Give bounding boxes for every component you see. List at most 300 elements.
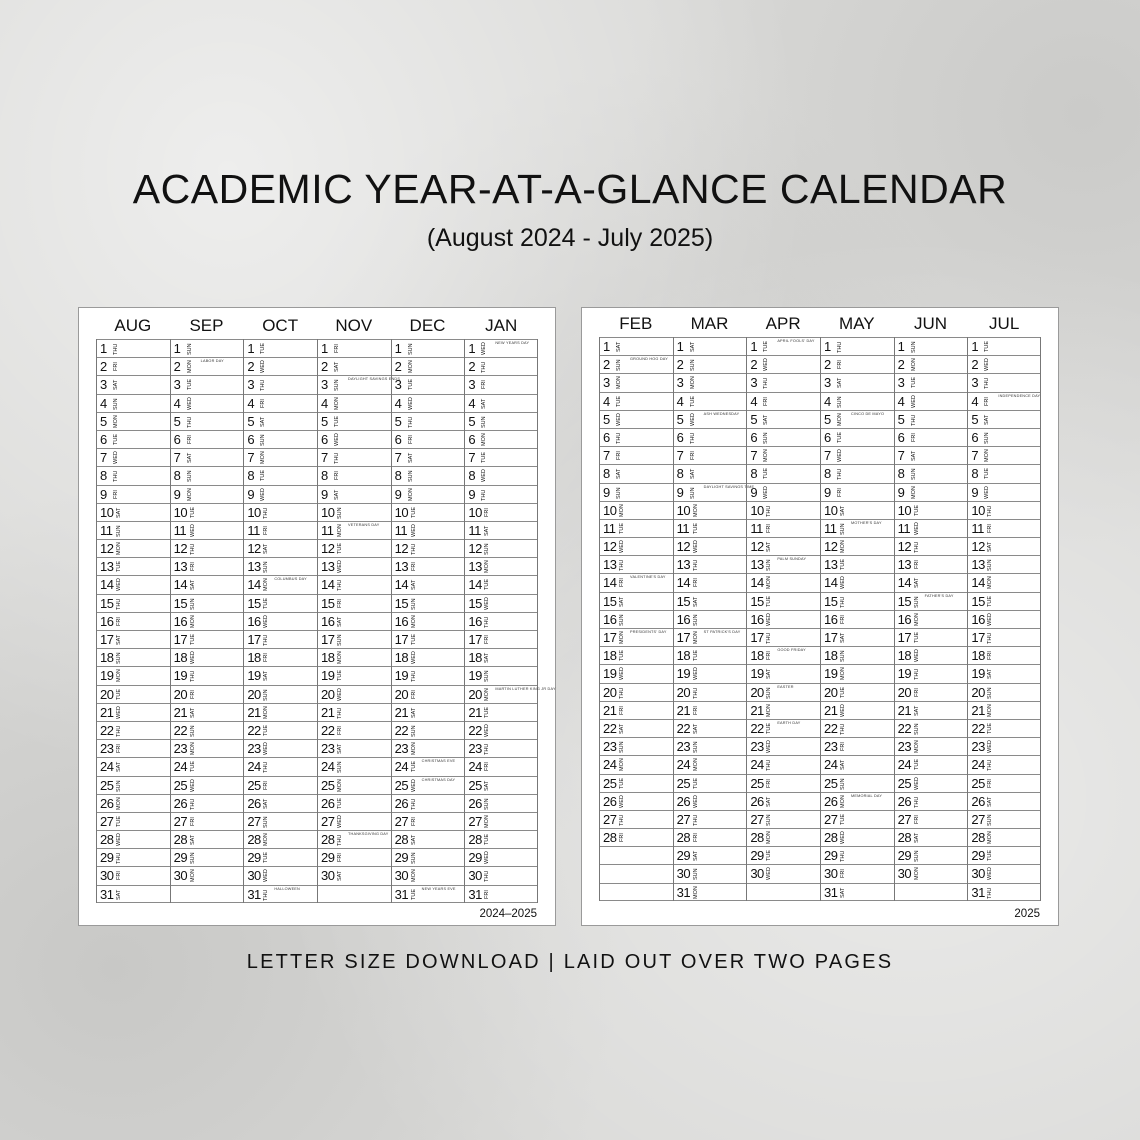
day-cell[interactable] — [465, 703, 537, 721]
day-cell[interactable] — [244, 412, 317, 430]
day-cell[interactable] — [97, 412, 170, 430]
day-cell[interactable] — [318, 430, 391, 448]
day-cell[interactable] — [244, 339, 317, 357]
day-cell[interactable] — [318, 885, 391, 903]
day-cell[interactable] — [392, 685, 465, 703]
day-cell[interactable] — [747, 537, 820, 555]
day-cell[interactable] — [747, 864, 820, 882]
day-cell[interactable] — [600, 883, 673, 901]
day-cell[interactable] — [600, 774, 673, 792]
day-cell[interactable] — [747, 355, 820, 373]
day-cell[interactable] — [674, 592, 747, 610]
day-cell[interactable] — [392, 521, 465, 539]
day-cell[interactable] — [968, 755, 1040, 773]
day-cell[interactable] — [171, 666, 244, 684]
day-cell[interactable] — [895, 701, 968, 719]
day-cell[interactable] — [171, 503, 244, 521]
day-cell[interactable] — [97, 521, 170, 539]
day-cell[interactable] — [465, 485, 537, 503]
day-cell[interactable] — [465, 557, 537, 575]
day-cell[interactable] — [465, 594, 537, 612]
day-cell[interactable] — [171, 521, 244, 539]
day-cell[interactable] — [895, 864, 968, 882]
day-cell[interactable] — [968, 501, 1040, 519]
day-cell[interactable] — [674, 410, 747, 428]
day-cell[interactable] — [318, 739, 391, 757]
day-cell[interactable] — [600, 428, 673, 446]
day-cell[interactable] — [821, 883, 894, 901]
day-cell[interactable] — [600, 555, 673, 573]
day-cell[interactable] — [97, 448, 170, 466]
day-cell[interactable] — [674, 792, 747, 810]
day-cell[interactable] — [171, 830, 244, 848]
day-cell[interactable] — [968, 719, 1040, 737]
day-cell[interactable] — [895, 628, 968, 646]
day-cell[interactable] — [318, 630, 391, 648]
day-cell[interactable] — [171, 357, 244, 375]
day-cell[interactable] — [895, 646, 968, 664]
day-cell[interactable] — [171, 648, 244, 666]
day-cell[interactable] — [821, 501, 894, 519]
day-cell[interactable] — [821, 428, 894, 446]
day-cell[interactable] — [968, 628, 1040, 646]
day-cell[interactable] — [97, 575, 170, 593]
day-cell[interactable] — [821, 610, 894, 628]
day-cell[interactable] — [895, 664, 968, 682]
day-cell[interactable] — [244, 703, 317, 721]
day-cell[interactable] — [97, 866, 170, 884]
day-cell[interactable] — [392, 448, 465, 466]
day-cell[interactable] — [968, 519, 1040, 537]
day-cell[interactable] — [895, 755, 968, 773]
day-cell[interactable] — [465, 357, 537, 375]
day-cell[interactable] — [895, 519, 968, 537]
day-cell[interactable] — [600, 701, 673, 719]
day-cell[interactable] — [465, 430, 537, 448]
day-cell[interactable] — [465, 830, 537, 848]
day-cell[interactable] — [600, 573, 673, 591]
day-cell[interactable] — [821, 701, 894, 719]
day-cell[interactable] — [97, 739, 170, 757]
day-cell[interactable] — [747, 701, 820, 719]
day-cell[interactable] — [674, 628, 747, 646]
day-cell[interactable] — [244, 485, 317, 503]
day-cell[interactable] — [171, 485, 244, 503]
day-cell[interactable] — [171, 412, 244, 430]
day-cell[interactable] — [244, 448, 317, 466]
day-cell[interactable] — [318, 448, 391, 466]
day-cell[interactable] — [747, 501, 820, 519]
day-cell[interactable] — [821, 519, 894, 537]
day-cell[interactable] — [97, 557, 170, 575]
day-cell[interactable] — [821, 373, 894, 391]
day-cell[interactable] — [674, 573, 747, 591]
day-cell[interactable] — [747, 737, 820, 755]
day-cell[interactable] — [821, 664, 894, 682]
day-cell[interactable] — [392, 830, 465, 848]
day-cell[interactable] — [747, 628, 820, 646]
day-cell[interactable] — [244, 776, 317, 794]
day-cell[interactable] — [747, 592, 820, 610]
day-cell[interactable] — [244, 539, 317, 557]
day-cell[interactable] — [244, 521, 317, 539]
day-cell[interactable] — [968, 792, 1040, 810]
day-cell[interactable] — [600, 373, 673, 391]
day-cell[interactable] — [821, 646, 894, 664]
day-cell[interactable] — [171, 594, 244, 612]
day-cell[interactable] — [821, 792, 894, 810]
day-cell[interactable] — [747, 883, 820, 901]
day-cell[interactable] — [968, 555, 1040, 573]
day-cell[interactable] — [465, 685, 556, 703]
day-cell[interactable] — [895, 810, 968, 828]
day-cell[interactable] — [171, 612, 244, 630]
day-cell[interactable] — [747, 610, 820, 628]
day-cell[interactable] — [895, 373, 968, 391]
day-cell[interactable] — [600, 646, 673, 664]
day-cell[interactable] — [318, 812, 391, 830]
day-cell[interactable] — [674, 537, 747, 555]
day-cell[interactable] — [968, 464, 1040, 482]
day-cell[interactable] — [895, 501, 968, 519]
day-cell[interactable] — [318, 539, 391, 557]
day-cell[interactable] — [968, 428, 1040, 446]
day-cell[interactable] — [465, 666, 537, 684]
day-cell[interactable] — [392, 466, 465, 484]
day-cell[interactable] — [244, 721, 317, 739]
day-cell[interactable] — [244, 794, 317, 812]
day-cell[interactable] — [171, 812, 244, 830]
day-cell[interactable] — [674, 774, 747, 792]
day-cell[interactable] — [97, 466, 170, 484]
day-cell[interactable] — [392, 539, 465, 557]
day-cell[interactable] — [968, 355, 1040, 373]
day-cell[interactable] — [674, 683, 747, 701]
day-cell[interactable] — [171, 448, 244, 466]
day-cell[interactable] — [674, 501, 747, 519]
day-cell[interactable] — [674, 846, 747, 864]
day-cell[interactable] — [171, 394, 244, 412]
day-cell[interactable] — [244, 557, 317, 575]
day-cell[interactable] — [747, 810, 820, 828]
day-cell[interactable] — [895, 573, 968, 591]
day-cell[interactable] — [821, 483, 894, 501]
day-cell[interactable] — [465, 812, 537, 830]
day-cell[interactable] — [821, 410, 894, 428]
day-cell[interactable] — [171, 776, 244, 794]
day-cell[interactable] — [600, 755, 673, 773]
day-cell[interactable] — [244, 830, 317, 848]
day-cell[interactable] — [674, 810, 747, 828]
day-cell[interactable] — [821, 828, 894, 846]
day-cell[interactable] — [392, 339, 465, 357]
day-cell[interactable] — [465, 866, 537, 884]
day-cell[interactable] — [968, 373, 1040, 391]
day-cell[interactable] — [318, 776, 391, 794]
day-cell[interactable] — [968, 483, 1040, 501]
day-cell[interactable] — [674, 610, 747, 628]
day-cell[interactable] — [97, 339, 170, 357]
day-cell[interactable] — [171, 703, 244, 721]
day-cell[interactable] — [747, 519, 820, 537]
day-cell[interactable] — [392, 485, 465, 503]
day-cell[interactable] — [968, 410, 1040, 428]
day-cell[interactable] — [895, 392, 968, 410]
day-cell[interactable] — [97, 757, 170, 775]
day-cell[interactable] — [97, 812, 170, 830]
day-cell[interactable] — [747, 410, 820, 428]
day-cell[interactable] — [318, 721, 391, 739]
day-cell[interactable] — [171, 739, 244, 757]
day-cell[interactable] — [821, 555, 894, 573]
day-cell[interactable] — [674, 519, 747, 537]
day-cell[interactable] — [465, 503, 537, 521]
day-cell[interactable] — [318, 503, 391, 521]
day-cell[interactable] — [895, 355, 968, 373]
day-cell[interactable] — [171, 630, 244, 648]
day-cell[interactable] — [97, 630, 170, 648]
day-cell[interactable] — [674, 755, 747, 773]
day-cell[interactable] — [392, 721, 465, 739]
day-cell[interactable] — [392, 648, 465, 666]
day-cell[interactable] — [244, 466, 317, 484]
day-cell[interactable] — [97, 503, 170, 521]
day-cell[interactable] — [244, 375, 317, 393]
day-cell[interactable] — [600, 501, 673, 519]
day-cell[interactable] — [244, 648, 317, 666]
day-cell[interactable] — [600, 737, 673, 755]
day-cell[interactable] — [821, 592, 894, 610]
day-cell[interactable] — [895, 446, 968, 464]
day-cell[interactable] — [600, 537, 673, 555]
day-cell[interactable] — [244, 394, 317, 412]
day-cell[interactable] — [674, 483, 755, 501]
day-cell[interactable] — [318, 685, 391, 703]
day-cell[interactable] — [244, 812, 317, 830]
day-cell[interactable] — [895, 774, 968, 792]
day-cell[interactable] — [968, 828, 1040, 846]
day-cell[interactable] — [465, 412, 537, 430]
day-cell[interactable] — [600, 592, 673, 610]
day-cell[interactable] — [318, 757, 391, 775]
day-cell[interactable] — [600, 464, 673, 482]
day-cell[interactable] — [244, 685, 317, 703]
day-cell[interactable] — [244, 848, 317, 866]
day-cell[interactable] — [318, 339, 391, 357]
day-cell[interactable] — [392, 848, 465, 866]
day-cell[interactable] — [895, 428, 968, 446]
day-cell[interactable] — [968, 592, 1040, 610]
day-cell[interactable] — [392, 794, 465, 812]
day-cell[interactable] — [821, 464, 894, 482]
day-cell[interactable] — [895, 410, 968, 428]
day-cell[interactable] — [600, 792, 673, 810]
day-cell[interactable] — [97, 485, 170, 503]
day-cell[interactable] — [600, 483, 673, 501]
day-cell[interactable] — [968, 337, 1040, 355]
day-cell[interactable] — [392, 885, 465, 903]
day-cell[interactable] — [968, 846, 1040, 864]
day-cell[interactable] — [244, 575, 317, 593]
day-cell[interactable] — [465, 848, 537, 866]
day-cell[interactable] — [895, 592, 968, 610]
day-cell[interactable] — [747, 392, 820, 410]
day-cell[interactable] — [244, 757, 317, 775]
day-cell[interactable] — [171, 339, 244, 357]
day-cell[interactable] — [674, 719, 747, 737]
day-cell[interactable] — [674, 828, 747, 846]
day-cell[interactable] — [600, 864, 673, 882]
day-cell[interactable] — [171, 685, 244, 703]
day-cell[interactable] — [968, 573, 1040, 591]
day-cell[interactable] — [895, 537, 968, 555]
day-cell[interactable] — [318, 703, 391, 721]
day-cell[interactable] — [392, 412, 465, 430]
day-cell[interactable] — [747, 683, 820, 701]
day-cell[interactable] — [747, 446, 820, 464]
day-cell[interactable] — [465, 339, 537, 357]
day-cell[interactable] — [171, 430, 244, 448]
day-cell[interactable] — [968, 446, 1040, 464]
day-cell[interactable] — [821, 628, 894, 646]
day-cell[interactable] — [171, 757, 244, 775]
day-cell[interactable] — [674, 701, 747, 719]
day-cell[interactable] — [465, 375, 537, 393]
day-cell[interactable] — [968, 610, 1040, 628]
day-cell[interactable] — [465, 575, 537, 593]
day-cell[interactable] — [465, 466, 537, 484]
day-cell[interactable] — [821, 537, 894, 555]
day-cell[interactable] — [392, 703, 465, 721]
day-cell[interactable] — [244, 866, 317, 884]
day-cell[interactable] — [392, 430, 465, 448]
day-cell[interactable] — [895, 337, 968, 355]
day-cell[interactable] — [895, 737, 968, 755]
day-cell[interactable] — [392, 375, 465, 393]
day-cell[interactable] — [821, 355, 894, 373]
day-cell[interactable] — [968, 392, 1040, 410]
day-cell[interactable] — [318, 794, 391, 812]
day-cell[interactable] — [465, 757, 537, 775]
day-cell[interactable] — [318, 412, 391, 430]
day-cell[interactable] — [97, 430, 170, 448]
day-cell[interactable] — [600, 828, 673, 846]
day-cell[interactable] — [674, 864, 747, 882]
day-cell[interactable] — [674, 337, 747, 355]
day-cell[interactable] — [600, 810, 673, 828]
day-cell[interactable] — [747, 664, 820, 682]
day-cell[interactable] — [821, 755, 894, 773]
day-cell[interactable] — [171, 848, 244, 866]
day-cell[interactable] — [392, 594, 465, 612]
day-cell[interactable] — [392, 739, 465, 757]
day-cell[interactable] — [895, 846, 968, 864]
day-cell[interactable] — [318, 648, 391, 666]
day-cell[interactable] — [600, 664, 673, 682]
day-cell[interactable] — [674, 646, 747, 664]
day-cell[interactable] — [600, 519, 673, 537]
day-cell[interactable] — [821, 683, 894, 701]
day-cell[interactable] — [674, 446, 747, 464]
day-cell[interactable] — [600, 410, 673, 428]
day-cell[interactable] — [97, 794, 170, 812]
day-cell[interactable] — [318, 594, 391, 612]
day-cell[interactable] — [821, 573, 894, 591]
day-cell[interactable] — [244, 357, 317, 375]
day-cell[interactable] — [171, 557, 244, 575]
day-cell[interactable] — [318, 485, 391, 503]
day-cell[interactable] — [97, 721, 170, 739]
day-cell[interactable] — [171, 575, 244, 593]
day-cell[interactable] — [747, 555, 820, 573]
day-cell[interactable] — [821, 737, 894, 755]
day-cell[interactable] — [392, 394, 465, 412]
day-cell[interactable] — [97, 594, 170, 612]
day-cell[interactable] — [674, 555, 747, 573]
day-cell[interactable] — [244, 885, 317, 903]
day-cell[interactable] — [97, 776, 170, 794]
day-cell[interactable] — [747, 483, 820, 501]
day-cell[interactable] — [392, 612, 465, 630]
day-cell[interactable] — [600, 719, 673, 737]
day-cell[interactable] — [674, 737, 747, 755]
day-cell[interactable] — [674, 373, 747, 391]
day-cell[interactable] — [244, 430, 317, 448]
day-cell[interactable] — [600, 337, 673, 355]
day-cell[interactable] — [465, 521, 537, 539]
day-cell[interactable] — [318, 612, 391, 630]
day-cell[interactable] — [392, 357, 465, 375]
day-cell[interactable] — [465, 630, 537, 648]
day-cell[interactable] — [747, 464, 820, 482]
day-cell[interactable] — [97, 703, 170, 721]
day-cell[interactable] — [465, 539, 537, 557]
day-cell[interactable] — [318, 521, 391, 539]
day-cell[interactable] — [97, 666, 170, 684]
day-cell[interactable] — [968, 701, 1040, 719]
day-cell[interactable] — [392, 666, 465, 684]
day-cell[interactable] — [465, 648, 537, 666]
day-cell[interactable] — [97, 685, 170, 703]
day-cell[interactable] — [97, 357, 170, 375]
day-cell[interactable] — [318, 357, 391, 375]
day-cell[interactable] — [674, 464, 747, 482]
day-cell[interactable] — [171, 539, 244, 557]
day-cell[interactable] — [171, 375, 244, 393]
day-cell[interactable] — [747, 573, 820, 591]
day-cell[interactable] — [171, 866, 244, 884]
day-cell[interactable] — [465, 776, 537, 794]
day-cell[interactable] — [747, 828, 820, 846]
day-cell[interactable] — [895, 883, 968, 901]
day-cell[interactable] — [318, 394, 391, 412]
day-cell[interactable] — [674, 355, 747, 373]
day-cell[interactable] — [97, 394, 170, 412]
day-cell[interactable] — [318, 848, 391, 866]
day-cell[interactable] — [674, 428, 747, 446]
day-cell[interactable] — [244, 594, 317, 612]
day-cell[interactable] — [392, 866, 465, 884]
day-cell[interactable] — [392, 503, 465, 521]
day-cell[interactable] — [465, 739, 537, 757]
day-cell[interactable] — [747, 719, 820, 737]
day-cell[interactable] — [747, 846, 820, 864]
day-cell[interactable] — [968, 883, 1040, 901]
day-cell[interactable] — [821, 864, 894, 882]
day-cell[interactable] — [392, 812, 465, 830]
day-cell[interactable] — [747, 774, 820, 792]
day-cell[interactable] — [674, 664, 747, 682]
